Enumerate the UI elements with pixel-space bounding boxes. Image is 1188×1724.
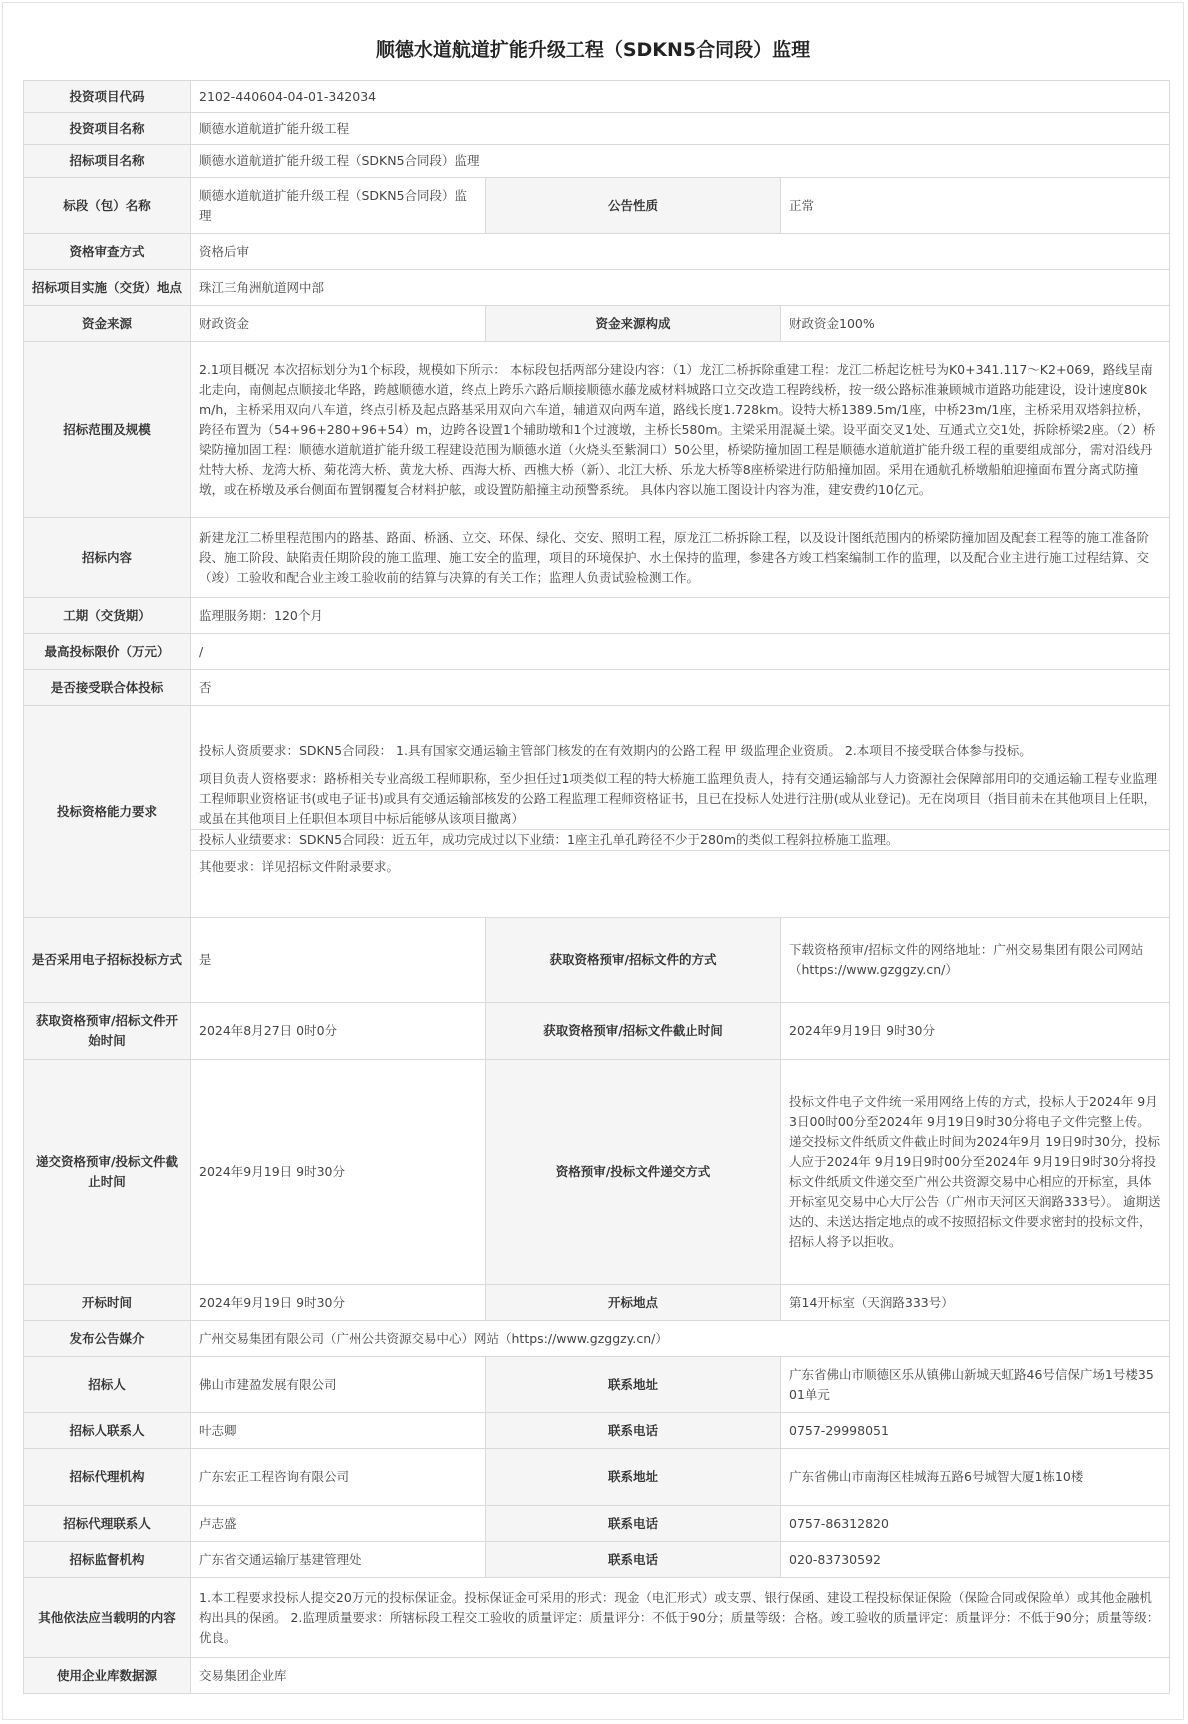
qualification-bidder-leader (191, 741, 1169, 830)
submit-method-value: 投标文件电子文件统一采用网络上传的方式，投标人于2024年 9月3日00时00分至2024年 9月19日9时30分将电子文件完整上传。递交投标文件纸质文件截止时间为2024年9月 19日9时30分，投标人应于2024年 9月19日9时00分至2024年 9月19日9时30分将投标文件纸质文件递交至广州公共资源交易中心相应的开标室，具体开标室见交易中心大厅公告（广州市天河区天润路333号）。 逾期送达的、未送达指定地点的或不按照招标文件要求密封的投标文件，招标人将予以拒收。 (781, 1060, 1170, 1285)
qualification-bidder: 投标人资质要求：SDKN5合同段： 1.具有国家交通运输主管部门核发的在有效期内的公路工程 甲 级监理企业资质。 2.本项目不接受联合体参与投标。 (199, 742, 1032, 758)
qualification-performance: 投标人业绩要求：SDKN5合同段：近五年，成功完成过以下业绩：1座主孔单孔跨径不少于280m的类似工程斜拉桥施工监理。 (199, 831, 899, 847)
agency-address-value: 广东省佛山市南海区桂城海五路6号城智大厦1栋10楼 (781, 1449, 1170, 1506)
tender-project-name-label: 招标项目名称 (24, 145, 191, 178)
data-source-value: 交易集团企业库 (191, 1658, 1170, 1694)
submit-deadline-label: 递交资格预审/投标文件截止时间 (24, 1060, 191, 1285)
section-name-label: 标段（包）名称 (24, 178, 191, 234)
notice-page (2, 2, 1184, 1720)
obtain-method-label: 获取资格预审/招标文件的方式 (486, 918, 781, 1003)
location-label: 招标项目实施（交货）地点 (24, 270, 191, 306)
table-row (24, 270, 1170, 306)
table-row (24, 918, 1170, 1003)
table-row (24, 634, 1170, 670)
qualification-leader: 项目负责人资格要求：路桥相关专业高级工程师职称，至少担任过1项类似工程的特大桥施工监理负责人，持有交通运输部与人力资源社会保障部用印的交通运输工程专业监理工程师职业资格证书(或电子证书)或具有交通运输部核发的公路工程监理工程师资格证书，且已在投标人处进行注册(或从业登记)。无在岗项目（指目前未在其他项目上任职，或虽在其他项目上任职但本项目中标后能够从该项目撤离） (199, 770, 1157, 826)
table-row (24, 1357, 1170, 1413)
table-row (24, 706, 1170, 918)
open-time-label: 开标时间 (24, 1285, 191, 1321)
obtain-start-value: 2024年8月27日 0时0分 (191, 1003, 486, 1060)
tenderer-value: 佛山市建盈发展有限公司 (191, 1357, 486, 1413)
fund-structure-label: 资金来源构成 (486, 306, 781, 342)
agency-value: 广东宏正工程咨询有限公司 (191, 1449, 486, 1506)
table-row (24, 342, 1170, 518)
agency-contact-label: 招标代理联系人 (24, 1506, 191, 1542)
notice-nature-value: 正常 (781, 178, 1170, 234)
tenderer-phone-label: 联系电话 (486, 1413, 781, 1449)
table-row (24, 1578, 1170, 1658)
consortium-value: 否 (191, 670, 1170, 706)
submit-method-label: 资格预审/投标文件递交方式 (486, 1060, 781, 1285)
notice-table (23, 80, 1170, 1694)
agency-phone-value: 0757-86312820 (781, 1506, 1170, 1542)
tenderer-contact-label: 招标人联系人 (24, 1413, 191, 1449)
supervisor-value: 广东省交通运输厅基建管理处 (191, 1542, 486, 1578)
table-row (24, 598, 1170, 634)
period-value: 监理服务期：120个月 (191, 598, 1170, 634)
table-row (24, 1321, 1170, 1357)
table-row (24, 1413, 1170, 1449)
review-method-value: 资格后审 (191, 234, 1170, 270)
project-code-value: 2102-440604-04-01-342034 (191, 81, 1170, 113)
fund-source-value: 财政资金 (191, 306, 486, 342)
consortium-label: 是否接受联合体投标 (24, 670, 191, 706)
tender-project-name-value: 顺德水道航道扩能升级工程（SDKN5合同段）监理 (191, 145, 1170, 178)
fund-source-label: 资金来源 (24, 306, 191, 342)
page-title: 顺德水道航道扩能升级工程（SDKN5合同段）监理 (375, 39, 811, 61)
qualification-cell (191, 706, 1170, 918)
location-value: 珠江三角洲航道网中部 (191, 270, 1170, 306)
table-row (24, 178, 1170, 234)
table-row (24, 1060, 1170, 1285)
table-row (24, 1542, 1170, 1578)
media-label: 发布公告媒介 (24, 1321, 191, 1357)
open-time-value: 2024年9月19日 9时30分 (191, 1285, 486, 1321)
table-row (24, 1658, 1170, 1694)
supervisor-phone-label: 联系电话 (486, 1542, 781, 1578)
supervisor-label: 招标监督机构 (24, 1542, 191, 1578)
electronic-label: 是否采用电子招标投标方式 (24, 918, 191, 1003)
other-legal-value: 1.本工程要求投标人提交20万元的投标保证金。投标保证金可采用的形式：现金（电汇形式）或支票、银行保函、建设工程投标保证保险（保险合同或保险单）或其他金融机构出具的保函。 2.监理质量要求：所辖标段工程交工验收的质量评定：质量评分：不低于90分；质量等级：合格。竣工验收的质量评定：质量评分：不低于90分；质量等级：优良。 (191, 1578, 1170, 1658)
table-row (24, 1285, 1170, 1321)
agency-address-label: 联系地址 (486, 1449, 781, 1506)
supervisor-phone-value: 020-83730592 (781, 1542, 1170, 1578)
table-row (24, 306, 1170, 342)
obtain-end-label: 获取资格预审/招标文件截止时间 (486, 1003, 781, 1060)
agency-phone-label: 联系电话 (486, 1506, 781, 1542)
data-source-label: 使用企业库数据源 (24, 1658, 191, 1694)
content-value: 新建龙江二桥里程范围内的路基、路面、桥涵、立交、环保、绿化、交安、照明工程，原龙江二桥拆除工程，以及设计图纸范围内的桥梁防撞加固及配套工程等的施工准备阶段、施工阶段、缺陷责任期阶段的施工监理、施工安全的监理，项目的环境保护、水土保持的监理，参建各方竣工档案编制工作的监理，以及配合业主进行施工过程结算、交（竣）工验收和配合业主竣工验收前的结算与决算的有关工作；监理人负责试验检测工作。 (191, 518, 1170, 598)
electronic-value: 是 (191, 918, 486, 1003)
tenderer-contact-value: 叶志卿 (191, 1413, 486, 1449)
agency-label: 招标代理机构 (24, 1449, 191, 1506)
notice-nature-label: 公告性质 (486, 178, 781, 234)
media-value: 广州交易集团有限公司（广州公共资源交易中心）网站（https://www.gzggzy.cn/） (191, 1321, 1170, 1357)
project-code-label: 投资项目代码 (24, 81, 191, 113)
open-place-value: 第14开标室（天润路333号） (781, 1285, 1170, 1321)
table-row (24, 1003, 1170, 1060)
obtain-end-value: 2024年9月19日 9时30分 (781, 1003, 1170, 1060)
period-label: 工期（交货期） (24, 598, 191, 634)
qualification-performance-section (191, 830, 1169, 851)
content-label: 招标内容 (24, 518, 191, 598)
qualification-other-section (191, 851, 1169, 883)
table-row (24, 234, 1170, 270)
qualification-other: 其他要求：详见招标文件附录要求。 (199, 858, 400, 874)
qualification-label: 投标资格能力要求 (24, 706, 191, 918)
table-row (24, 113, 1170, 145)
table-row (24, 81, 1170, 113)
scope-value: 2.1项目概况 本次招标划分为1个标段，规模如下所示： 本标段包括两部分建设内容：（1）龙江二桥拆除重建工程：龙江二桥起讫桩号为K0+341.117～K2+069，路线呈南北走向，南侧起点顺接北华路，跨越顺德水道，终点上跨乐六路后顺接顺德水藤龙威材料城路口立交改造工程跨线桥，按一级公路标准兼顾城市道路功能建设，设计速度80km/h，主桥采用双向八车道，终点引桥及起点路基采用双向六车道，辅道双向两车道，路线长度1.728km。设特大桥1389.5m/1座，中桥23m/1座，主桥采用双塔斜拉桥，跨径布置为（54+96+280+96+54）m，边跨各设置1个辅助墩和1个过渡墩，主桥长580m。主梁采用混凝土梁。设平面交叉1处、互通式立交1处，拆除桥梁2座。（2）桥梁防撞加固工程：顺德水道航道扩能升级工程建设范围为顺德水道（火烧头至紫洞口）50公里，桥梁防撞加固工程是顺德水道航道扩能升级工程的重要组成部分，需对沿线丹灶特大桥、龙湾大桥、菊花湾大桥、黄龙大桥、西海大桥、西樵大桥（新）、北江大桥、乐龙大桥等8座桥梁进行防船撞加固。采用在通航孔桥墩船舶迎撞面布置分离式防撞墩，或在桥墩及承台侧面布置钢覆复合材料护舷，或设置防船撞主动预警系统。 具体内容以施工图设计内容为准，建安费约10亿元。 (191, 342, 1170, 518)
project-name-label: 投资项目名称 (24, 113, 191, 145)
obtain-start-label: 获取资格预审/招标文件开始时间 (24, 1003, 191, 1060)
tenderer-address-value: 广东省佛山市顺德区乐从镇佛山新城天虹路46号信保广场1号楼3501单元 (781, 1357, 1170, 1413)
tenderer-address-label: 联系地址 (486, 1357, 781, 1413)
other-legal-label: 其他依法应当载明的内容 (24, 1578, 191, 1658)
open-place-label: 开标地点 (486, 1285, 781, 1321)
agency-contact-value: 卢志盛 (191, 1506, 486, 1542)
review-method-label: 资格审查方式 (24, 234, 191, 270)
tenderer-label: 招标人 (24, 1357, 191, 1413)
table-row (24, 518, 1170, 598)
obtain-method-value: 下载资格预审/招标文件的网络地址：广州交易集团有限公司网站（https://www.gzggzy.cn/） (781, 918, 1170, 1003)
project-name-value: 顺德水道航道扩能升级工程 (191, 113, 1170, 145)
submit-deadline-value: 2024年9月19日 9时30分 (191, 1060, 486, 1285)
table-row (24, 670, 1170, 706)
max-price-value: / (191, 634, 1170, 670)
fund-structure-value: 财政资金100% (781, 306, 1170, 342)
table-row (24, 1449, 1170, 1506)
scope-label: 招标范围及规模 (24, 342, 191, 518)
max-price-label: 最高投标限价（万元） (24, 634, 191, 670)
tenderer-phone-value: 0757-29998051 (781, 1413, 1170, 1449)
section-name-value: 顺德水道航道扩能升级工程（SDKN5合同段）监理 (191, 178, 486, 234)
table-row (24, 145, 1170, 178)
table-row (24, 1506, 1170, 1542)
